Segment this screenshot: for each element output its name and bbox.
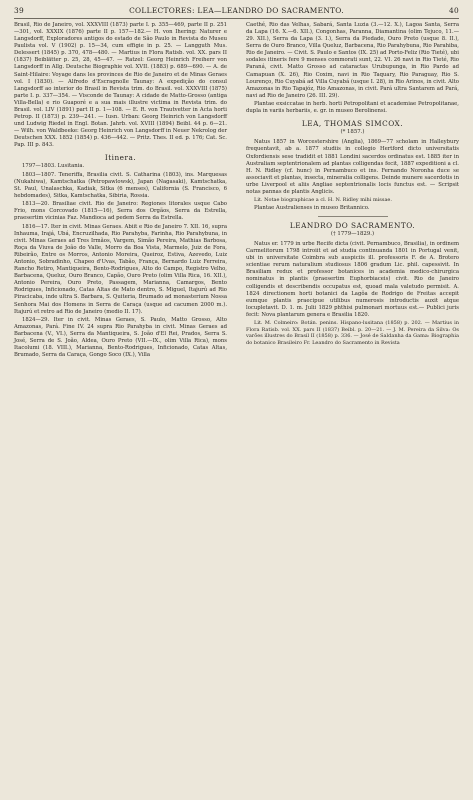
itinera-heading: Itinera. bbox=[104, 153, 137, 163]
leandro-dates: († 1779—1829.) bbox=[330, 231, 375, 238]
itinera-entry: 1813—20. Brasiliae civit. Rio de Janeiro: Regiones litorales usque Cabo Frio, mons Corcovado (1815—16), Serra dos Orgãos, Serra da Estrella, praesertim vicinias Faz. Mandioca ad pedem Serra da Estrella. bbox=[14, 201, 227, 222]
running-header bbox=[14, 6, 459, 15]
page-number-right: 40 bbox=[448, 6, 459, 15]
leandro-heading: LEANDRO DO SACRAMENTO. bbox=[289, 220, 416, 230]
lea-dates: (* 1857.) bbox=[340, 129, 365, 136]
section-divider bbox=[318, 216, 388, 217]
lea-literature: Lit. Notae biographicae a cl. H. N. Ridley mihi missae. bbox=[254, 197, 392, 204]
itinera-entry: 1824—29. Iter in civit. Minas Geraes, S. Paulo, Matto Grosso, Alto Amazonas, Pará. Fine IV. 24 supra Rio Parahyba in civit. Minas Geraes ad Barbacena (V., VI.), Serra da Mantiqueira, S. João d'El Rei, Prados, Serra S. José, Serra de S. João, Aldea, Ouro Preto (VII.—IX., olim Villa Rica), mons Itacolumi (18. VIII.), Marianna, Bento-Rodrigues, Inficionado, Catas Altas, Brumado, Serra da Caraça, Gongo Soco (IX.), Villa bbox=[14, 316, 227, 359]
running-title: COLLECTORES: LEA—LEANDRO DO SACRAMENTO. bbox=[129, 6, 344, 15]
page-number-left: 39 bbox=[14, 6, 25, 15]
lea-heading: LEA, THOMAS SIMCOX. bbox=[301, 119, 404, 129]
leandro-literature: Lit. M. Colmeiro: Botán. penins. Hispano-lusitana (1858) p. 202. — Martius in Flora Ratisb. vol. XX. pars II (1837) Beibl. p. 20—21. — J. M. Pereira da Silva: Os varões illustres do Brasil II (1858) p. 336. — José de Saldanha da Gama: Biographia do botanico Brasileiro Fr. Leandro do Sacramento in Revista bbox=[246, 320, 459, 346]
literature-paragraph: Brasil, Rio de Janeiro, vol. XXXVIII (1873) parte I. p. 355—469, parte II p. 251—301, vol. XXXIX (1876) parte II p. 157—182.— H. von Ihering: Naturer e Langsdorff, Exploradores antigos do estado de São Paulo in Revista do Museu Paulista vol. V (1902) p. 15—34, cum effigie in p. 25. — Langguth Mus. Delessert (1845) p. 370, 478—480. — Martius in Flora Ratisb. vol. XX. pars II (1837) Beiblätter p. 25, 28, 45—47. — Ratzel: Georg Heinrich Freiherr von Langsdorff in Allg. Deutsche Biographie vol. XVII. (1883) p. 689—690. — A. de Saint-Hilaire: Voyage dans les provinces de Rio de Janeiro et de Minas Geraes vol. I (1830). — Alfredo d'Escragnolle Taunay: A expedição do consul Langsdorff ao interior do Brasil in Revista trim. do Brasil. vol. XXXVIII (1875) parte I. p. 337—354. — Visconde de Taunay: A cidade de Matto-Grosso (antiga Villa-Bella) e rio Guaporé e a sua mais illustre victima in Revista trim. do Brasil. vol. LIV (1891) part II p. 1—108. — E. R. von Trautvetter in Acta horti Petrop. II (1873) p. 239—241. — Iusn. Urban: Georg Heinrich von Langsdorff und Ludwig Riedel in Engl. Botan. Jahrb. vol. XVIII (1894) Beibl. 44 p. 6—21. — Wilh. von Waldbeeke: Georg Heinrich von Langsdorff in Neuer Nekrolog der Deutschen XXX. 1852 (1854) p. 436—442. — Pritz. Thes. II ed. p. 176; Cat. Sc. Pap. III p. 843. bbox=[14, 22, 227, 149]
right-column bbox=[246, 22, 459, 361]
header-rule bbox=[14, 18, 459, 19]
left-column bbox=[14, 22, 227, 361]
itinera-continuation: Caethé, Rio das Velhas, Sabará, Santa Luzia (3.—12. X.), Lagoa Santa, Serra da Lapa (16. X.—6. XII.), Congonhas, Paranna, Diamantina (olim Tejuco, 11.—29. XII.), Serra da Lapa (3. I.), Serra da Piedade, Ouro Preto (usque 8. II.), Serra de Ouro Branco, Villa Queluz, Barbacena, Rio Parahybuna, Rio Parahiba, Rio de Janeiro. — Civit. S. Paulo e Santos (IX. 25) ad Porto-Feliz (Rio Tieté), ubi sodales itineris fere 9 menses commorati sunt, 22. VI. 26 navi in Rio Tieté, Rio Paraná, civit. Matto Grosso ad cataractas Urubupunga, in Rio Pardo ad Camapuan (X. 26), Rio Coxim, navi in Rio Taquary, Rio Paraguay, Rio S. Lourenço, Rio Cuyabá ad Villa Cuyabá (usque I. 28), in Rio Arinos, in civit. Alto Amazonas in Rio Tapajóz, Rio Amazonas, in civit. Pará ultra Santarem ad Pará, navi ad Rio de Janeiro (26. III. 29). bbox=[246, 22, 459, 99]
two-column-body bbox=[14, 22, 459, 361]
plantae-note: Plantae exsiccatae in herb. horti Petropolitani et academiae Petropolitanae, dupla in variis herbariis, e. gr. in museo Berolinensi. bbox=[246, 101, 459, 115]
lea-plants: Plantae Australienses in museo Britannico. bbox=[254, 204, 370, 211]
lea-biography: Natus 1857 in Worcestershire (Anglia), 1869—77 scholam in Halleybury frequentavit, ab a. 1877 studiis in collegio Hertford dicto universitatis Oxfordiensis sese tradidit et 1881 Londini sacerdos ordinatus est. 1885 iter in Australiam septentrionalem ad plantas colligendas fecit, 1887 expeditioni a cl. H. N. Ridley (cf. hunc) in Pernambuco et ins. Fernando Noronha duce se associavit et plantas, insecta, mineralia colligens. Deinde munere sacerdotis in urbe Liverpool et aliis Angliae septentrionalis locis functus est. — Scripsit notas pannas de plantis Anglicis. bbox=[246, 139, 459, 195]
itinera-entry: 1816—17. Iter in civit. Minas Geraes. Abiit e Rio de Janeiro 7. XII. 16, supra Inhauma, Irajá, Ubá, Encruzilhada, Rio Parahyba, Farinha, Rio Parahybuna, in civit. Minas Geraes ad Tres Irmãos, Vargem, Simão Pereira, Mathias Barbosa, Roça da Viuva de João do Valle, Morro da Boa Vista, Marmelo, Juiz de Fora, Ribeirão, Entre os Morros, Antonio Moreira, Queiroz, Estiva, Azevedo, Luiz Antonio, Sobradinho, Chapeo d'Uvas, Tabão, França, Bernardo Luiz Ferreira, Rancho Retiro, Mantiqueira, Bento-Rodrigues, Alto do Campo, Registro Velho, Barbacena, Queluz, Ouro Branco, Capão, Ouro Preto (olim Villa Rica, 16. XII.), Antonio Pereira, Ouro Preto, Passagem, Marianna, Camargos, Bento Rodrigues, Inficionado, Catas Altas de Mato dentro, S. Miguel, Itajurú ad Rio Piracicaba, inde ultra S. Barbara, S. Quiteria, Brumado ad monasterium Nossa Senhora Mai dos Homens in Serra de Caraça (usque ad cacumen 2000 m.). Itajurú et retro ad Rio de Janeiro (medio II. 17). bbox=[14, 223, 227, 315]
itinera-entry: 1797—1803. Lusitania. bbox=[22, 163, 85, 170]
itinera-entry: 1803—1807. Teneriffa, Brasilia civit. S. Catharina (1803), ins. Marquesas (Nukahiwa), Kamtschatka (Petropawlowsk), Japan (Nagasaki), Kamtschatka, St. Paul, Unalaschka, Kadiak, Sitka (6 menses), California (S. Francisco, 6 hebdomades), Sitka, Kamtschatka, Sibiria, Rossia. bbox=[14, 171, 227, 199]
leandro-biography: Natus er. 1779 in urbe Recife dicta (civit. Pernambuco, Brasilia), in ordinem Carmelitorum 1798 introiit et ad studia continuanda 1801 in Portugal venit, ubi in universitate Coimbra sub auspiciis ill. professoris F. de A. Brotero scientiae rerum naturalium studiosus 1806 gradum Lic. phil. capessivit. In Brasiliam redux et professor botanices in academia medico-chirurgica nominatus in plantis (praesertim Euphorbiaceis) civit. Rio de Janeiro colligendis et describendis occupatus est, quoad mala valetudo permisit. A. 1824 directionem horti botanici da Lagôa de Rodrigo de Freitas accepit eumque plantis praecipue utilibus numerosis introductis auxit atque locupletavit. D. 1. m. Julii 1829 phthisi pulmonari mortuus est.— Publici juris fecit: Nova plantarum genera e Brasilia 1820. bbox=[246, 241, 459, 318]
